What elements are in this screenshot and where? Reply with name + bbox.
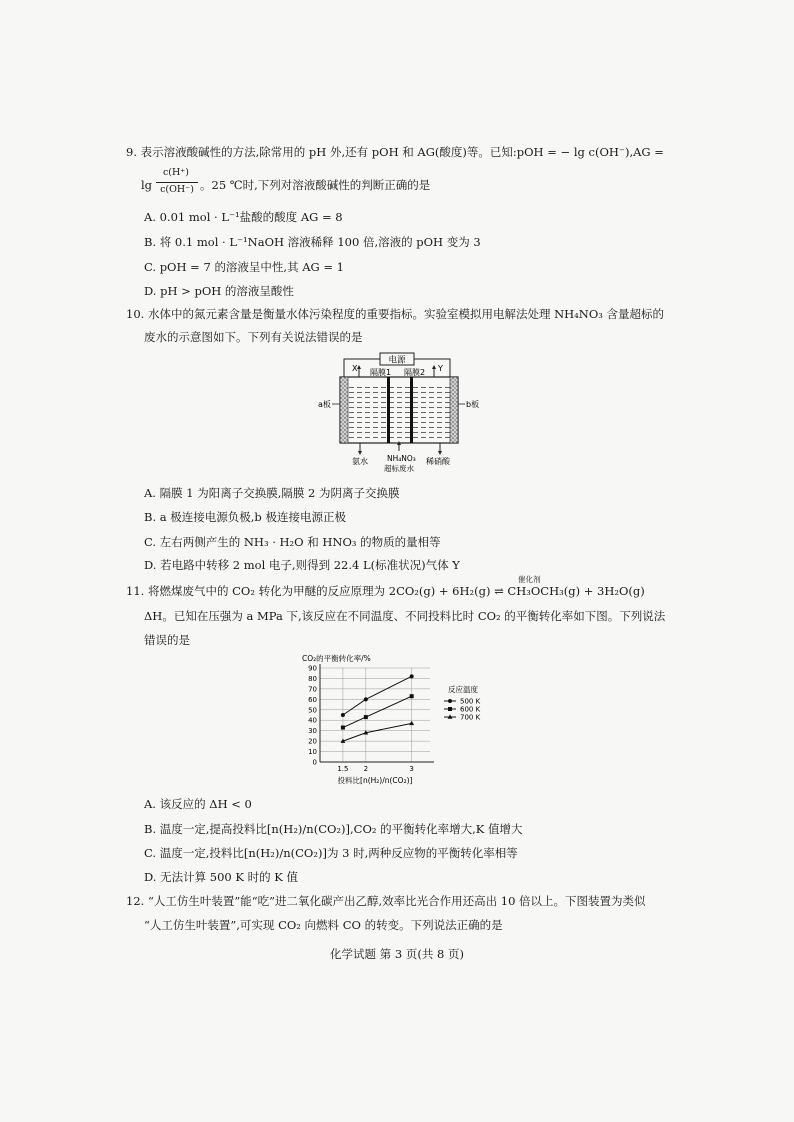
chart-y-tick-label: 60 xyxy=(308,695,317,704)
q12-stem-line2: “人工仿生叶装置”,可实现 CO₂ 向燃料 CO 的转变。下列说法正确的是 xyxy=(144,918,503,932)
electrolysis-diagram xyxy=(300,345,490,480)
chart-series-line-2 xyxy=(343,723,412,741)
chart-y-tick-label: 10 xyxy=(308,748,317,757)
electrode-a xyxy=(340,377,348,443)
chart-y-tick-label: 80 xyxy=(308,674,317,683)
chart-point-2-2 xyxy=(409,721,414,725)
membrane-2 xyxy=(410,377,413,443)
q9-option-c: C. pOH = 7 的溶液呈中性,其 AG = 1 xyxy=(144,260,345,274)
q11-stem-line2: ΔH。已知在压强为 a MPa 下,该反应在不同温度、不同投料比时 CO₂ 的平衡转化率如下图。下列说法 xyxy=(144,609,666,623)
outlet-ammonia-label: 氨水 xyxy=(352,457,368,466)
chart-legend-label-2: 700 K xyxy=(460,713,481,722)
chart-legend-marker-0 xyxy=(448,699,452,703)
membrane-1-label: 隔膜1 xyxy=(370,368,392,377)
chart-point-0-1 xyxy=(364,697,368,701)
q10-stem-line2: 废水的示意图如下。下列有关说法错误的是 xyxy=(144,330,363,344)
q9-fraction-bar xyxy=(156,182,198,183)
chart-point-0-2 xyxy=(410,674,414,678)
q11-option-c: C. 温度一定,投料比[n(H₂)/n(CO₂)]为 3 时,两种反应物的平衡转化率相等 xyxy=(144,846,518,860)
chart-y-tick-label: 40 xyxy=(308,716,317,725)
q9-option-b: B. 将 0.1 mol · L⁻¹NaOH 溶液稀释 100 倍,溶液的 pOH 变为 3 xyxy=(144,235,481,249)
chart-y-tick-label: 30 xyxy=(308,727,317,736)
gas-y-label: Y xyxy=(438,364,443,373)
chart-x-axis-label: 投料比[n(H₂)/n(CO₂)] xyxy=(337,776,413,785)
q11-stem-line1: 11. 将燃煤废气中的 CO₂ 转化为甲醚的反应原理为 2CO₂(g) + 6H₂(g) ⇌ CH₃OCH₃(g) + 3H₂O(g) xyxy=(126,584,645,598)
chart-legend-label-1: 600 K xyxy=(460,705,481,714)
b-plate-label: b板 xyxy=(466,400,480,409)
chart-y-tick-label: 50 xyxy=(308,706,317,715)
electrode-b xyxy=(450,377,458,443)
chart-point-1-1 xyxy=(364,715,368,719)
q10-option-d: D. 若电路中转移 2 mol 电子,则得到 22.4 L(标准状况)气体 Y xyxy=(144,558,460,572)
q12-stem-line1: 12. “人工仿生叶装置”能“吃”进二氧化碳产出乙醇,效率比光合作用还高出 10 倍以上。下图装置为类似 xyxy=(126,894,646,908)
chart-x-tick-label: 1.5 xyxy=(337,765,349,773)
q9-fraction-denominator: c(OH⁻) xyxy=(160,184,194,195)
q11-option-d: D. 无法计算 500 K 时的 K 值 xyxy=(144,870,299,884)
a-plate-label: a板 xyxy=(318,400,331,409)
chart-point-1-0 xyxy=(341,726,345,730)
q11-stem-line3: 错误的是 xyxy=(144,633,190,647)
chart-legend-label-0: 500 K xyxy=(460,697,481,706)
chart-series-line-1 xyxy=(343,696,412,727)
chart-legend-title: 反应温度 xyxy=(448,685,478,694)
chart-y-tick-label: 70 xyxy=(308,685,317,694)
chart-point-0-0 xyxy=(341,713,345,717)
chart-series-line-0 xyxy=(343,676,412,715)
q11-option-a: A. 该反应的 ΔH < 0 xyxy=(144,797,252,811)
q10-stem-line1: 10. 水体中的氮元素含量是衡量水体污染程度的重要指标。实验室模拟用电解法处理 NH₄NO₃ 含量超标的 xyxy=(126,307,665,321)
chart-x-tick-label: 3 xyxy=(409,765,414,773)
membrane-2-label: 隔膜2 xyxy=(404,368,426,377)
q9-fraction-numerator: c(H⁺) xyxy=(162,167,190,178)
gas-x-label: X xyxy=(352,364,358,373)
page-footer: 化学试题 第 3 页(共 8 页) xyxy=(330,947,464,961)
outlet-wastewater-label-1: NH₄NO₃ xyxy=(387,454,416,463)
outlet-nitric-acid-label: 稀硝酸 xyxy=(426,457,450,466)
q9-option-a: A. 0.01 mol · L⁻¹盐酸的酸度 AG = 8 xyxy=(144,210,343,224)
chart-y-tick-label: 0 xyxy=(312,758,317,767)
chart-x-tick-label: 2 xyxy=(363,765,369,773)
q11-catalyst-label: 催化剂 xyxy=(518,575,541,584)
q10-option-a: A. 隔膜 1 为阳离子交换膜,隔膜 2 为阴离子交换膜 xyxy=(144,486,400,500)
chart-point-1-2 xyxy=(410,694,414,698)
chart-legend-marker-1 xyxy=(448,707,452,711)
outlet-wastewater-label-2: 超标废水 xyxy=(384,464,414,473)
q9-option-d: D. pH > pOH 的溶液呈酸性 xyxy=(144,284,294,298)
solution-fill xyxy=(348,385,450,441)
chart-y-tick-label: 90 xyxy=(308,664,317,673)
power-source-label: 电源 xyxy=(388,355,406,366)
q9-lg: lg xyxy=(141,178,153,192)
chart-y-axis-label: CO₂的平衡转化率/% xyxy=(302,654,371,663)
q11-option-b: B. 温度一定,提高投料比[n(H₂)/n(CO₂)],CO₂ 的平衡转化率增大,K 值增大 xyxy=(144,822,523,836)
q9-stem-line2: 。25 ℃时,下列对溶液酸碱性的判断正确的是 xyxy=(200,178,431,192)
chart-y-tick-label: 20 xyxy=(308,737,317,746)
q9-stem-line1: 9. 表示溶液酸碱性的方法,除常用的 pH 外,还有 pOH 和 AG(酸度)等。已知:pOH = − lg c(OH⁻),AG = xyxy=(126,145,664,159)
co2-conversion-chart xyxy=(298,650,498,790)
q10-option-b: B. a 极连接电源负极,b 极连接电源正极 xyxy=(144,510,346,524)
membrane-1 xyxy=(387,377,390,443)
q10-option-c: C. 左右两侧产生的 NH₃ · H₂O 和 HNO₃ 的物质的量相等 xyxy=(144,535,441,549)
